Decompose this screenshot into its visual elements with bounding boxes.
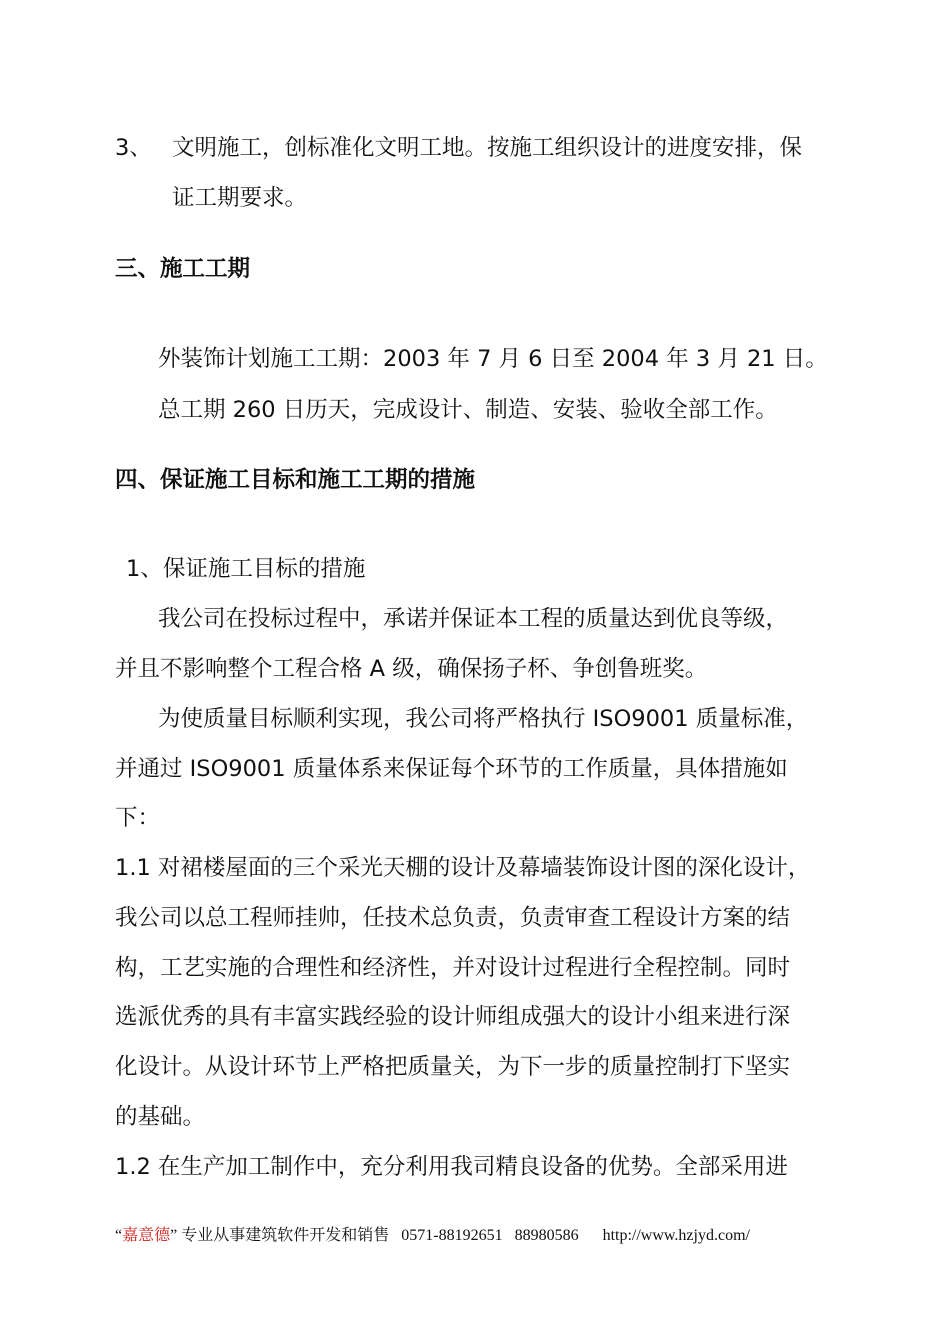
subsection-1-heading: 1、保证施工目标的措施 [126,556,366,582]
item-3-line-1: 文明施工，创标准化文明工地。按施工组织设计的进度安排，保 [172,135,803,161]
paragraph-3-line-5: 化设计。从设计环节上严格把质量关，为下一步的质量控制打下坚实 [115,1054,791,1080]
paragraph-3-line-1: 1.1 对裙楼屋面的三个采光天棚的设计及幕墙装饰设计图的深化设计， [115,855,811,881]
paragraph-3-line-2: 我公司以总工程师挂帅，任技术总负责，负责审查工程设计方案的结 [115,905,791,931]
paragraph-2-line-2: 并通过 ISO9001 质量体系来保证每个环节的工作质量，具体措施如 [115,756,788,782]
schedule-line-1: 外装饰计划施工工期：2003 年 7 月 6 日至 2004 年 3 月 21 日。 [158,346,828,372]
footer-phone-1: 0571-88192651 [401,1227,503,1244]
footer-close-quote: ” [170,1227,178,1244]
paragraph-3-line-4: 选派优秀的具有丰富实践经验的设计师组成强大的设计小组来进行深 [115,1004,791,1030]
page-footer [115,1225,750,1247]
schedule-line-2: 总工期 260 日历天，完成设计、制造、安装、验收全部工作。 [158,397,778,423]
footer-brand: 嘉意德 [122,1227,171,1244]
paragraph-4-line-1: 1.2 在生产加工制作中，充分利用我司精良设备的优势。全部采用进 [115,1154,788,1180]
paragraph-2-line-1: 为使质量目标顺利实现，我公司将严格执行 ISO9001 质量标准， [158,706,809,732]
paragraph-1-line-1: 我公司在投标过程中，承诺并保证本工程的质量达到优良等级， [158,606,789,632]
paragraph-3-line-6: 的基础。 [115,1104,206,1130]
footer-url[interactable]: http://www.hzjyd.com/ [602,1227,750,1244]
footer-tagline: 专业从事建筑软件开发和销售 [181,1227,390,1244]
paragraph-2-line-3: 下： [115,805,161,831]
item-3-line-2: 证工期要求。 [172,185,308,211]
paragraph-1-line-2: 并且不影响整个工程合格 A 级，确保扬子杯、争创鲁班奖。 [115,656,708,682]
footer-phone-2: 88980586 [514,1227,579,1244]
section-4-heading: 四、保证施工目标和施工工期的措施 [115,467,476,493]
section-3-heading: 三、施工工期 [115,256,251,282]
item-3-number: 3、 [115,135,152,161]
paragraph-3-line-3: 构，工艺实施的合理性和经济性，并对设计过程进行全程控制。同时 [115,955,791,981]
footer-open-quote: “ [115,1227,123,1244]
